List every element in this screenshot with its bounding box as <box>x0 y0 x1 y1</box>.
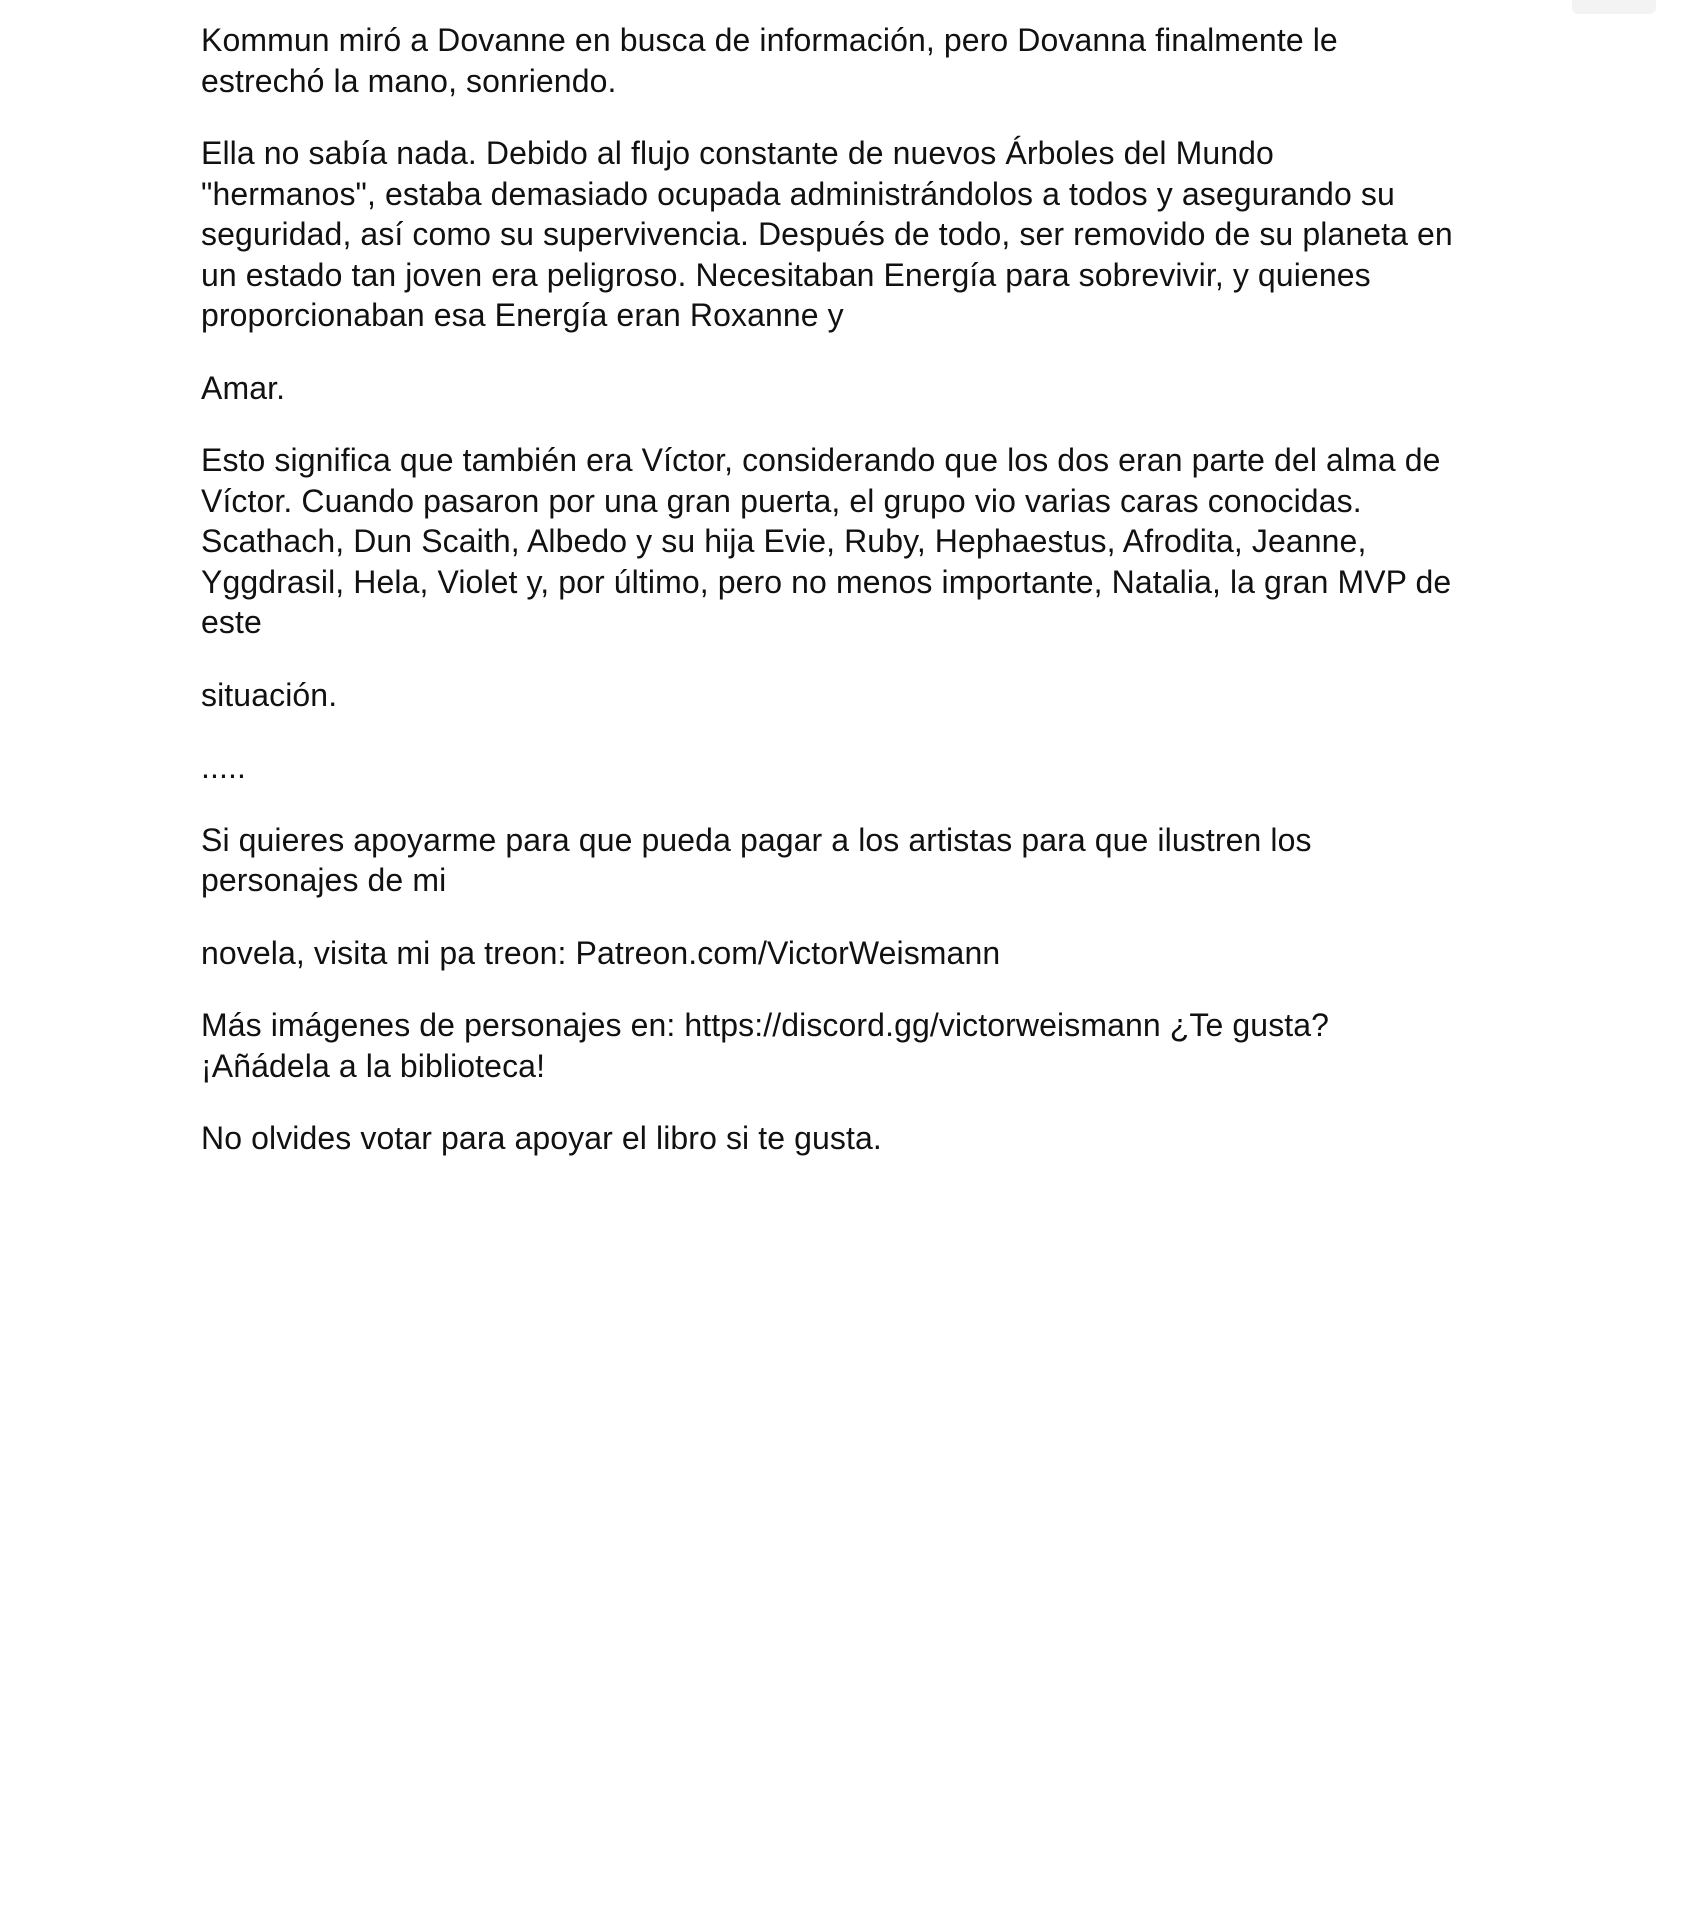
paragraph-esto-significa: Esto significa que también era Víctor, considerando que los dos eran parte del alma de Víctor. Cuando pasaron por una gran puerta, el grupo vio varias caras conocidas. Scathach, Dun Scaith, Albedo y su hija Evie, Ruby, Hephaestus, Afrodita, Jeanne, Yggdrasil, Hela, Violet y, por último, pero no menos importante, Natalia, la gran MVP de este <box>201 442 1452 640</box>
paragraph-vote-reminder: No olvides votar para apoyar el libro si te gusta. <box>201 1120 882 1156</box>
paragraph-patreon-link: novela, visita mi pa treon: Patreon.com/VictorWeismann <box>201 934 1001 971</box>
paragraph-discord-link: Más imágenes de personajes en: https://discord.gg/victorweismann ¿Te gusta? ¡Añádela a la biblioteca! <box>201 1007 1330 1084</box>
paragraph-kommun: Kommun miró a Dovanne en busca de información, pero Dovanna finalmente le estrechó la mano, sonriendo. <box>201 22 1338 99</box>
document-body <box>201 20 1531 1191</box>
paragraph-situacion: situación. <box>201 676 338 713</box>
scene-break: ..... <box>201 749 246 785</box>
paragraph-ella-no-sabia: Ella no sabía nada. Debido al flujo constante de nuevos Árboles del Mundo "hermanos", estaba demasiado ocupada administrándolos a todos y asegurando su seguridad, así como su supervivencia. Después de todo, ser removido de su planeta en un estado tan joven era peligroso. Necesitaban Energía para sobrevivir, y quienes proporcionaban esa Energía eran Roxanne y <box>201 135 1453 333</box>
paragraph-support-request: Si quieres apoyarme para que pueda pagar a los artistas para que ilustren los personajes de mi <box>201 821 1312 898</box>
paragraph-amar: Amar. <box>201 369 286 406</box>
page-corner-tab <box>1572 0 1656 14</box>
